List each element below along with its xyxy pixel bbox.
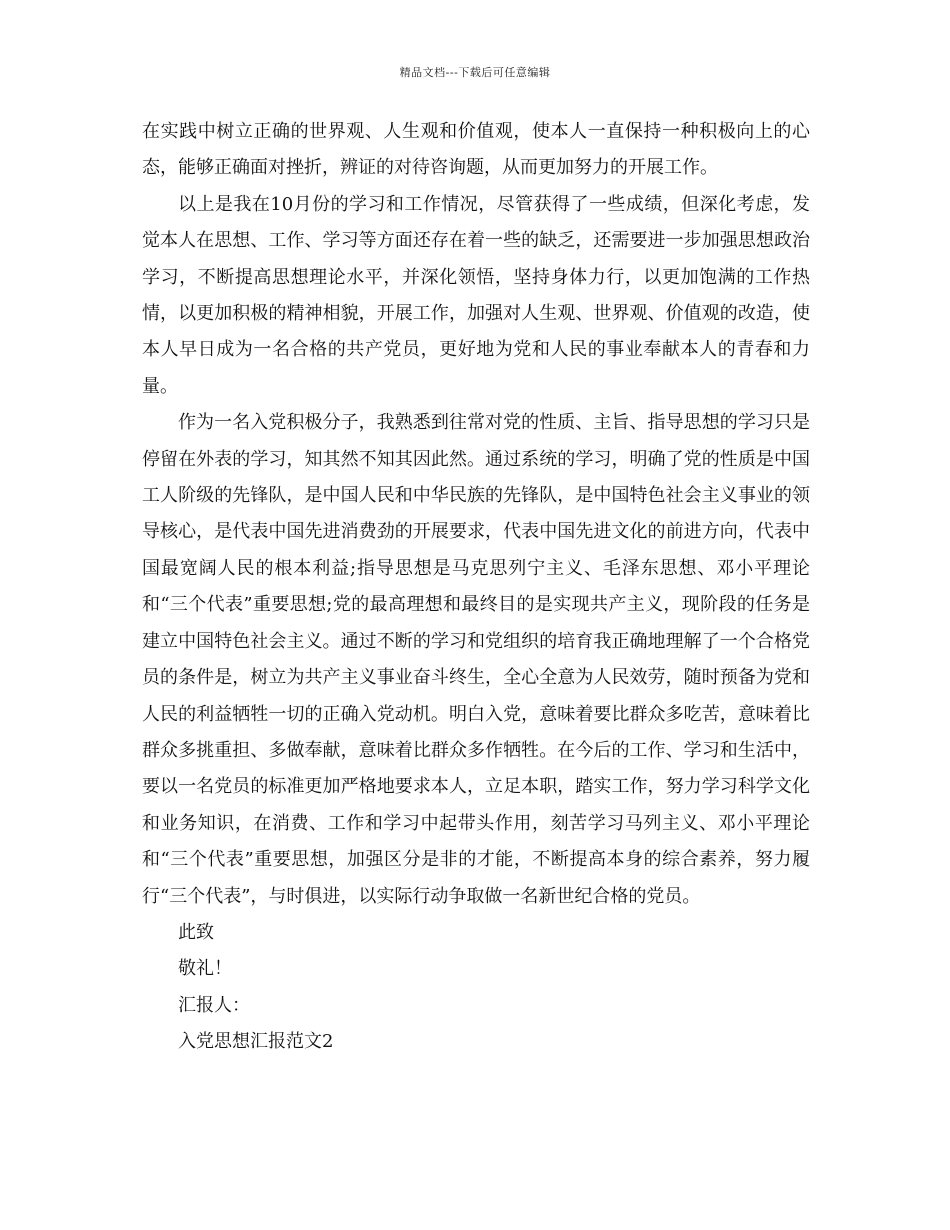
next-section-title: 入党思想汇报范文2 [178,1031,334,1053]
closing-salutation: 此致 [178,921,214,943]
closing-regards: 敬礼！ [178,958,232,980]
document-body [142,114,810,1061]
paragraph-summary: 以上是我在10月份的学习和工作情况，尽管获得了一些成绩，但深化考虑，发觉本人在思想、工作、学习等方面还存在着一些的缺乏，还需要进一步加强思想政治学习，不断提高思想理论水平，并深化领悟，坚持身体力行，以更加饱满的工作热情，以更加积极的精神相貌，开展工作，加强对人生观、世界观、价值观的改造，使本人早日成为一名合格的共产党员，更好地为党和人民的事业奉献本人的青春和力量。 [142,193,810,397]
page-header: 精品文档---下载后可任意编辑 [399,66,551,79]
paragraph-continuation: 在实践中树立正确的世界观、人生观和价值观，使本人一直保持一种积极向上的心态，能够正确面对挫折，辨证的对待咨询题，从而更加努力的开展工作。 [142,121,810,179]
paragraph-party-study: 作为一名入党积极分子，我熟悉到往常对党的性质、主旨、指导思想的学习只是停留在外表的学习，知其然不知其因此然。通过系统的学习，明确了党的性质是中国工人阶级的先锋队，是中国人民和中华民族的先锋队，是中国特色社会主义事业的领导核心，是代表中国先进消费劲的开展要求，代表中国先进文化的前进方向，代表中国最宽阔人民的根本利益;指导思想是马克思列宁主义、毛泽东思想、邓小平理论和“三个代表”重要思想;党的最高理想和最终目的是实现共产主义，现阶段的任务是建立中国特色社会主义。通过不断的学习和党组织的培育我正确地理解了一个合格党员的条件是，树立为共产主义事业奋斗终生，全心全意为人民效劳，随时预备为党和人民的利益牺牲一切的正确入党动机。明白入党，意味着要比群众多吃苦，意味着比群众多挑重担、多做奉献，意味着比群众多作牺牲。在今后的工作、学习和生活中，要以一名党员的标准更加严格地要求本人，立足本职，踏实工作，努力学习科学文化和业务知识，在消费、工作和学习中起带头作用，刻苦学习马列主义、邓小平理论和“三个代表”重要思想，加强区分是非的才能，不断提高本身的综合素养，努力履行“三个代表”，与时俱进，以实际行动争取做一名新世纪合格的党员。 [142,412,810,907]
closing-reporter: 汇报人： [178,994,250,1016]
